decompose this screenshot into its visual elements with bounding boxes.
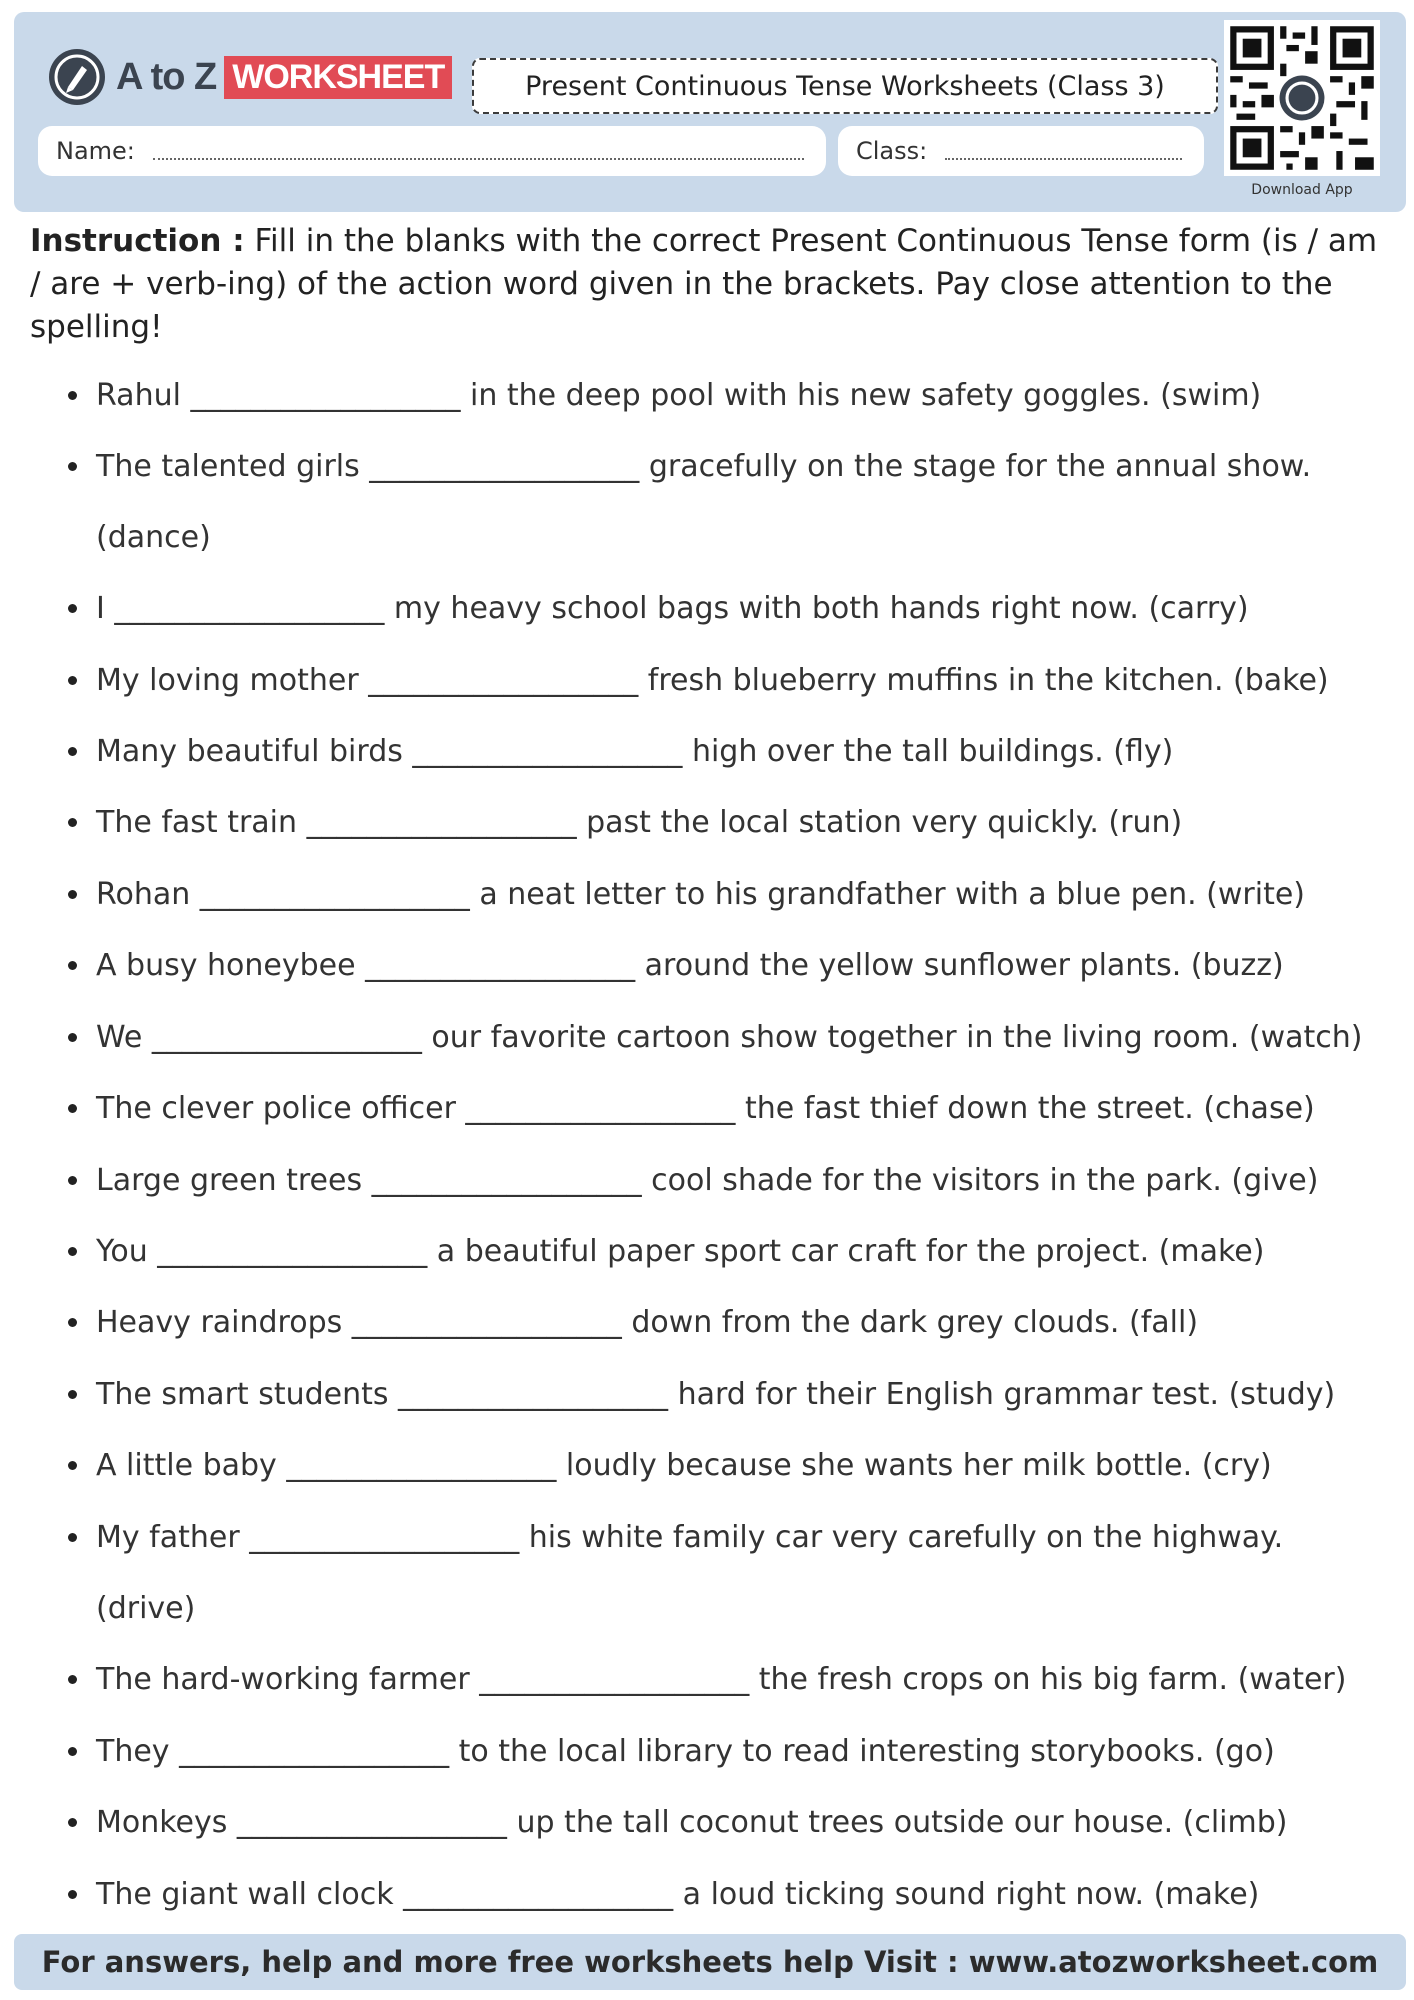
question-20[interactable] bbox=[96, 1859, 1386, 1930]
instruction-text: Fill in the blanks with the correct Present Continuous Tense form (is / am / are + verb-ing) of the action word given in the brackets. Pay close attention to the spelling! bbox=[30, 223, 1378, 345]
class-dotted-line bbox=[945, 156, 1182, 160]
question-7[interactable] bbox=[96, 859, 1386, 930]
question-12[interactable] bbox=[96, 1216, 1386, 1287]
question-13[interactable] bbox=[96, 1287, 1386, 1358]
class-field[interactable] bbox=[838, 126, 1204, 176]
qr-code-icon[interactable] bbox=[1224, 20, 1380, 176]
question-text: The hard-working farmer __________________ the fresh crops on his big farm. (water) bbox=[96, 1662, 1347, 1697]
logo-text: A to Z bbox=[116, 55, 217, 98]
question-text: Heavy raindrops __________________ down from the dark grey clouds. (fall) bbox=[96, 1305, 1199, 1340]
bullet bbox=[68, 1533, 77, 1542]
bullet bbox=[68, 1747, 77, 1756]
question-19[interactable] bbox=[96, 1787, 1386, 1858]
bullet bbox=[68, 391, 77, 400]
question-text: My loving mother __________________ fresh blueberry muffins in the kitchen. (bake) bbox=[96, 663, 1329, 698]
bullet bbox=[68, 462, 77, 471]
question-text: The fast train __________________ past the local station very quickly. (run) bbox=[96, 805, 1183, 840]
question-11[interactable] bbox=[96, 1145, 1386, 1216]
download-app-label: Download App bbox=[1251, 182, 1353, 198]
question-8[interactable] bbox=[96, 930, 1386, 1001]
bullet bbox=[68, 1104, 77, 1113]
bullet bbox=[68, 1461, 77, 1470]
bullet bbox=[68, 1033, 77, 1042]
question-6[interactable] bbox=[96, 787, 1386, 858]
question-text: We __________________ our favorite cartoon show together in the living room. (watch) bbox=[96, 1020, 1363, 1055]
question-text: The clever police officer __________________ the fast thief down the street. (chase) bbox=[96, 1091, 1315, 1126]
bullet bbox=[68, 676, 77, 685]
question-text: They __________________ to the local library to read interesting storybooks. (go) bbox=[96, 1734, 1275, 1769]
instruction-label: Instruction : bbox=[30, 223, 245, 259]
question-text: A busy honeybee __________________ around the yellow sunflower plants. (buzz) bbox=[96, 948, 1284, 983]
question-text: The giant wall clock __________________ a loud ticking sound right now. (make) bbox=[96, 1877, 1260, 1912]
question-text: The smart students __________________ hard for their English grammar test. (study) bbox=[96, 1377, 1336, 1412]
question-text: Rahul __________________ in the deep pool with his new safety goggles. (swim) bbox=[96, 378, 1262, 413]
question-3[interactable] bbox=[96, 573, 1386, 644]
bullet bbox=[68, 1890, 77, 1899]
name-field[interactable] bbox=[38, 126, 826, 176]
bullet bbox=[68, 1176, 77, 1185]
question-text: Large green trees __________________ cool shade for the visitors in the park. (give) bbox=[96, 1163, 1319, 1198]
bullet bbox=[68, 604, 77, 613]
question-5[interactable] bbox=[96, 716, 1386, 787]
bullet bbox=[68, 1818, 77, 1827]
question-text: My father __________________ his white family car very carefully on the highway. (drive) bbox=[96, 1520, 1284, 1626]
pen-logo-icon bbox=[46, 46, 108, 108]
worksheet-title: Present Continuous Tense Worksheets (Class 3) bbox=[472, 58, 1218, 114]
instruction bbox=[30, 220, 1380, 349]
question-2[interactable] bbox=[96, 431, 1386, 573]
bullet bbox=[68, 1318, 77, 1327]
question-text: You __________________ a beautiful paper sport car craft for the project. (make) bbox=[96, 1234, 1265, 1269]
site-logo bbox=[46, 42, 452, 112]
bullet bbox=[68, 818, 77, 827]
question-1[interactable] bbox=[96, 360, 1386, 431]
question-9[interactable] bbox=[96, 1002, 1386, 1073]
question-17[interactable] bbox=[96, 1644, 1386, 1715]
question-15[interactable] bbox=[96, 1430, 1386, 1501]
bullet bbox=[68, 961, 77, 970]
name-label: Name: bbox=[56, 137, 135, 165]
question-text: Many beautiful birds __________________ high over the tall buildings. (fly) bbox=[96, 734, 1174, 769]
question-text: Rohan __________________ a neat letter to his grandfather with a blue pen. (write) bbox=[96, 877, 1305, 912]
question-text: A little baby __________________ loudly because she wants her milk bottle. (cry) bbox=[96, 1448, 1272, 1483]
question-14[interactable] bbox=[96, 1359, 1386, 1430]
logo-badge: WORKSHEET bbox=[224, 56, 452, 99]
question-text: Monkeys __________________ up the tall coconut trees outside our house. (climb) bbox=[96, 1805, 1288, 1840]
bullet bbox=[68, 1390, 77, 1399]
class-label: Class: bbox=[856, 137, 928, 165]
question-16[interactable] bbox=[96, 1502, 1386, 1644]
footer-banner[interactable]: For answers, help and more free worksheets help Visit : www.atozworksheet.com bbox=[14, 1934, 1406, 1990]
question-10[interactable] bbox=[96, 1073, 1386, 1144]
question-text: The talented girls __________________ gracefully on the stage for the annual show. (dance) bbox=[96, 449, 1312, 555]
bullet bbox=[68, 1675, 77, 1684]
question-18[interactable] bbox=[96, 1716, 1386, 1787]
worksheet-header bbox=[14, 12, 1406, 212]
question-text: I __________________ my heavy school bags with both hands right now. (carry) bbox=[96, 591, 1249, 626]
bullet bbox=[68, 747, 77, 756]
bullet bbox=[68, 890, 77, 899]
name-dotted-line bbox=[153, 156, 804, 160]
question-4[interactable] bbox=[96, 645, 1386, 716]
bullet bbox=[68, 1247, 77, 1256]
